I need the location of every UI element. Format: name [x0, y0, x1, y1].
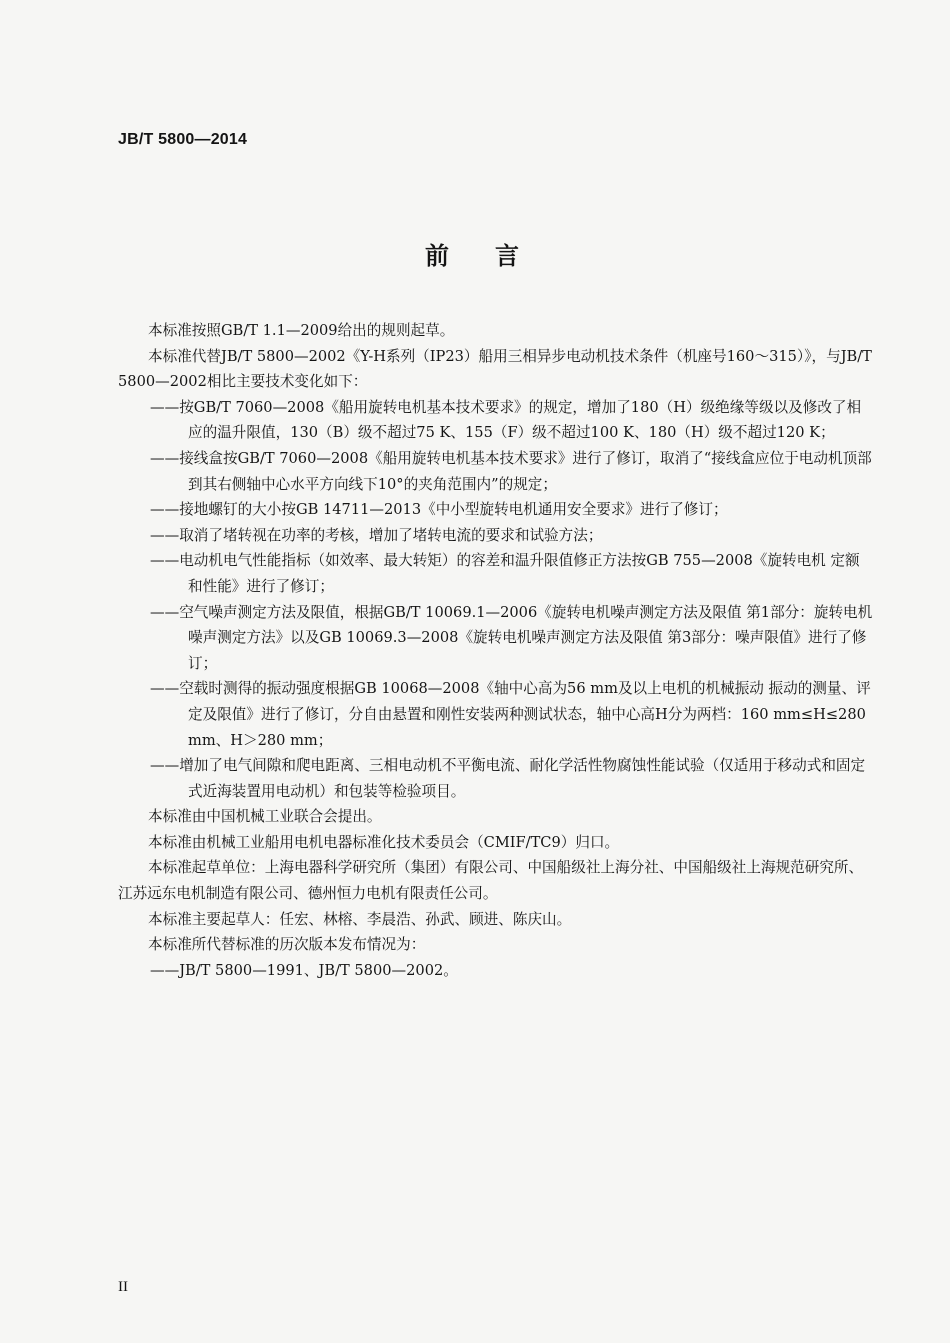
- change-item: ——空气噪声测定方法及限值，根据GB/T 10069.1—2006《旋转电机噪声测定方法及限值 第1部分：旋转电机噪声测定方法》以及GB 10069.3—2008《旋转电机噪声测定方法及限值 第3部分：噪声限值》进行了修订；: [150, 603, 873, 672]
- foreword-body: [118, 318, 873, 983]
- change-item: ——按GB/T 7060—2008《船用旋转电机基本技术要求》的规定，增加了180（H）级绝缘等级以及修改了相应的温升限值，130（B）级不超过75 K、155（F）级不超过100 K、180（H）级不超过120 K；: [150, 398, 862, 442]
- closing-paragraph: 本标准由机械工业船用电机电器标准化技术委员会（CMIF/TC9）归口。: [148, 833, 620, 851]
- change-item: ——增加了电气间隙和爬电距离、三相电动机不平衡电流、耐化学活性物腐蚀性能试验（仅适用于移动式和固定式近海装置用电动机）和包装等检验项目。: [150, 757, 866, 800]
- standard-code: JB/T 5800—2014: [118, 131, 248, 148]
- page-number: II: [118, 1279, 128, 1295]
- closing-paragraph: 本标准主要起草人：任宏、林榕、李晨浩、孙武、顾进、陈庆山。: [148, 910, 572, 928]
- closing-paragraph: 本标准由中国机械工业联合会提出。: [148, 808, 382, 826]
- change-item: ——电动机电气性能指标（如效率、最大转矩）的容差和温升限值修正方法按GB 755—2008《旋转电机 定额和性能》进行了修订；: [150, 552, 860, 595]
- closing-paragraph: 本标准起草单位：上海电器科学研究所（集团）有限公司、中国船级社上海分社、中国船级社上海规范研究所、江苏远东电机制造有限公司、德州恒力电机有限责任公司。: [118, 859, 864, 903]
- closing-paragraph: 本标准所代替标准的历次版本发布情况为：: [148, 936, 426, 954]
- intro-paragraph: 本标准代替JB/T 5800—2002《Y-H系列（IP23）船用三相异步电动机技术条件（机座号160～315）》，与JB/T 5800—2002相比主要技术变化如下：: [118, 347, 872, 391]
- intro-paragraph: 本标准按照GB/T 1.1—2009给出的规则起草。: [148, 322, 455, 339]
- change-item: ——空载时测得的振动强度根据GB 10068—2008《轴中心高为56 mm及以上电机的机械振动 振动的测量、评定及限值》进行了修订，分自由悬置和刚性安装两种测试状态，轴中心高H分为两档：160 mm≤H≤280 mm、H＞280 mm；: [150, 680, 871, 749]
- history-item: ——JB/T 5800—1991、JB/T 5800—2002。: [150, 961, 458, 979]
- change-item: ——取消了堵转视在功率的考核，增加了堵转电流的要求和试验方法；: [150, 526, 603, 544]
- page-title: 前言: [425, 242, 565, 270]
- change-item: ——接线盒按GB/T 7060—2008《船用旋转电机基本技术要求》进行了修订，取消了“接线盒应位于电动机顶部到其右侧轴中心水平方向线下10°的夹角范围内”的规定；: [150, 449, 872, 493]
- change-item: ——接地螺钉的大小按GB 14711—2013《中小型旋转电机通用安全要求》进行了修订；: [150, 501, 728, 519]
